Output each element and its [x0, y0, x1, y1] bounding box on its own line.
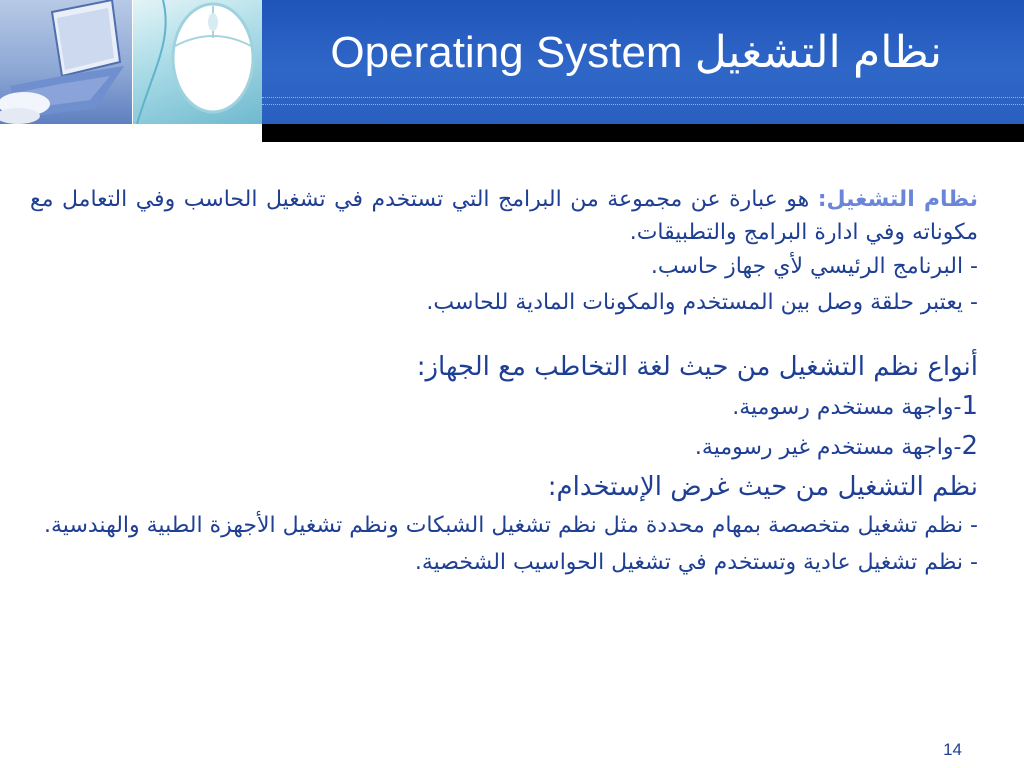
- list-item-text: -واجهة مستخدم غير رسومية.: [694, 435, 962, 460]
- list-item: [30, 427, 978, 467]
- laptop-photo: [0, 0, 132, 124]
- list-item-text: -واجهة مستخدم رسومية.: [732, 395, 962, 420]
- slide-body: [30, 183, 978, 581]
- section-heading: نظم التشغيل من حيث غرض الإستخدام:: [547, 472, 978, 502]
- bullet-line: - يعتبر حلقة وصل بين المستخدم والمكونات المادية للحاسب.: [426, 290, 978, 315]
- mouse-image-icon: [133, 0, 262, 124]
- list-item: [30, 387, 978, 427]
- dotted-divider: [262, 104, 1024, 105]
- bullet-line: - نظم تشغيل متخصصة بمهام محددة مثل نظم تشغيل الشبكات ونظم تشغيل الأجهزة الطبية والهندسية.: [44, 513, 978, 538]
- slide-title: Operating System نظام التشغيل: [330, 28, 942, 77]
- definition-text: هو عبارة عن مجموعة من البرامج التي تستخدم في تشغيل الحاسب وفي التعامل مع مكوناته وفي ادارة البرامج والتطبيقات.: [30, 187, 978, 245]
- bullet-line: - نظم تشغيل عادية وتستخدم في تشغيل الحواسيب الشخصية.: [414, 550, 978, 575]
- slide-header: [0, 0, 1024, 142]
- header-black-bar: [262, 124, 1024, 142]
- bullet-line: - البرنامج الرئيسي لأي جهاز حاسب.: [650, 254, 978, 279]
- list-item-number: 2: [961, 431, 978, 461]
- header-white-strip: [0, 124, 262, 142]
- definition-term: نظام التشغيل:: [817, 187, 978, 212]
- dotted-divider: [262, 97, 1024, 98]
- mouse-photo: [133, 0, 262, 124]
- section-heading: أنواع نظم التشغيل من حيث لغة التخاطب مع الجهاز:: [416, 352, 978, 382]
- list-item-number: 1: [961, 391, 978, 421]
- page-number: 14: [943, 740, 962, 759]
- definition-paragraph: [30, 183, 978, 249]
- laptop-image-icon: [0, 0, 132, 124]
